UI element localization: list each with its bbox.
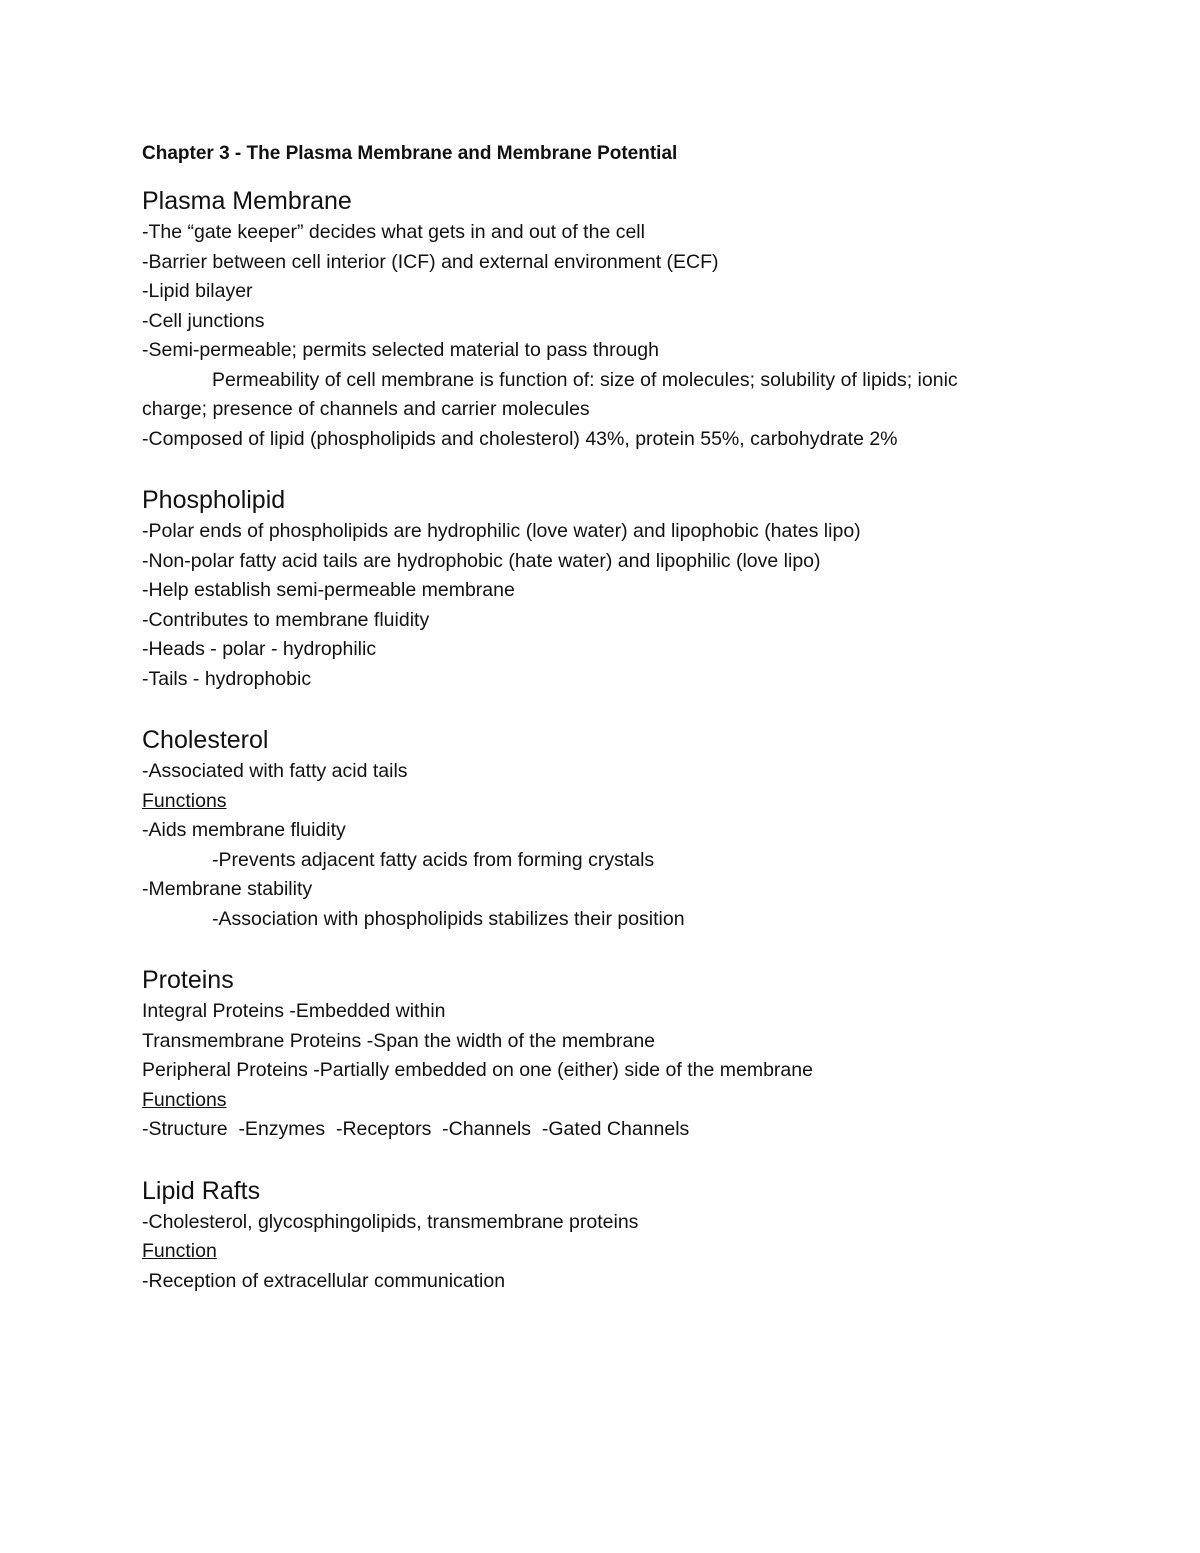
text-line: -Structure -Enzymes -Receptors -Channels -Gated Channels — [142, 1118, 690, 1140]
section-spacer — [142, 934, 1102, 963]
text-line: -Membrane stability — [142, 878, 313, 900]
text-line: -Composed of lipid (phospholipids and cholesterol) 43%, protein 55%, carbohydrate 2% — [142, 427, 898, 450]
section-heading-proteins: Proteins — [142, 966, 234, 994]
functions-label: Functions — [142, 1088, 227, 1111]
text-line: -Heads - polar - hydrophilic — [142, 638, 377, 660]
section-spacer — [142, 1145, 1102, 1174]
text-line: -The “gate keeper” decides what gets in and out of the cell — [142, 221, 645, 243]
section-heading-cholesterol: Cholesterol — [142, 726, 269, 754]
functions-label: Functions — [142, 789, 227, 812]
function-label: Function — [142, 1240, 217, 1262]
text-line: -Barrier between cell interior (ICF) and external environment (ECF) — [142, 250, 719, 273]
section-phospholipid — [142, 483, 1102, 694]
text-line: -Lipid bilayer — [142, 280, 253, 302]
text-line: -Cholesterol, glycosphingolipids, transmembrane proteins — [142, 1210, 639, 1233]
chapter-title: Chapter 3 - The Plasma Membrane and Membrane Potential — [142, 143, 678, 164]
section-heading-plasma-membrane: Plasma Membrane — [142, 187, 352, 215]
section-heading-phospholipid: Phospholipid — [142, 486, 286, 514]
section-spacer — [142, 694, 1102, 723]
text-line: -Polar ends of phospholipids are hydrophilic (love water) and lipophobic (hates lipo) — [142, 520, 861, 542]
text-line-indented: Permeability of cell membrane is function of: size of molecules; solubility of lipids; ionic — [212, 368, 958, 391]
text-line: Transmembrane Proteins -Span the width of the membrane — [142, 1029, 656, 1052]
text-line: -Reception of extracellular communication — [142, 1269, 506, 1292]
text-line: -Semi-permeable; permits selected material to pass through — [142, 339, 659, 361]
text-line: charge; presence of channels and carrier molecules — [142, 398, 590, 420]
section-spacer — [142, 454, 1102, 483]
text-line: -Aids membrane fluidity — [142, 819, 346, 841]
text-line: Peripheral Proteins -Partially embedded on one (either) side of the membrane — [142, 1059, 813, 1081]
text-line: -Cell junctions — [142, 309, 265, 332]
section-proteins — [142, 963, 1102, 1145]
section-lipid-rafts — [142, 1174, 1102, 1297]
section-plasma-membrane — [142, 184, 1102, 454]
text-line: -Non-polar fatty acid tails are hydrophobic (hate water) and lipophilic (love lipo) — [142, 549, 821, 572]
document-content — [142, 138, 1102, 1296]
text-line: -Contributes to membrane fluidity — [142, 608, 430, 631]
text-line: -Associated with fatty acid tails — [142, 760, 408, 782]
text-line: -Tails - hydrophobic — [142, 667, 312, 690]
text-line: -Help establish semi-permeable membrane — [142, 579, 515, 601]
section-heading-lipid-rafts: Lipid Rafts — [142, 1176, 261, 1205]
text-line-indented: -Prevents adjacent fatty acids from forming crystals — [212, 848, 655, 871]
text-line-indented: -Association with phospholipids stabilizes their position — [212, 907, 685, 930]
text-line: Integral Proteins -Embedded within — [142, 1000, 446, 1022]
section-cholesterol — [142, 723, 1102, 934]
